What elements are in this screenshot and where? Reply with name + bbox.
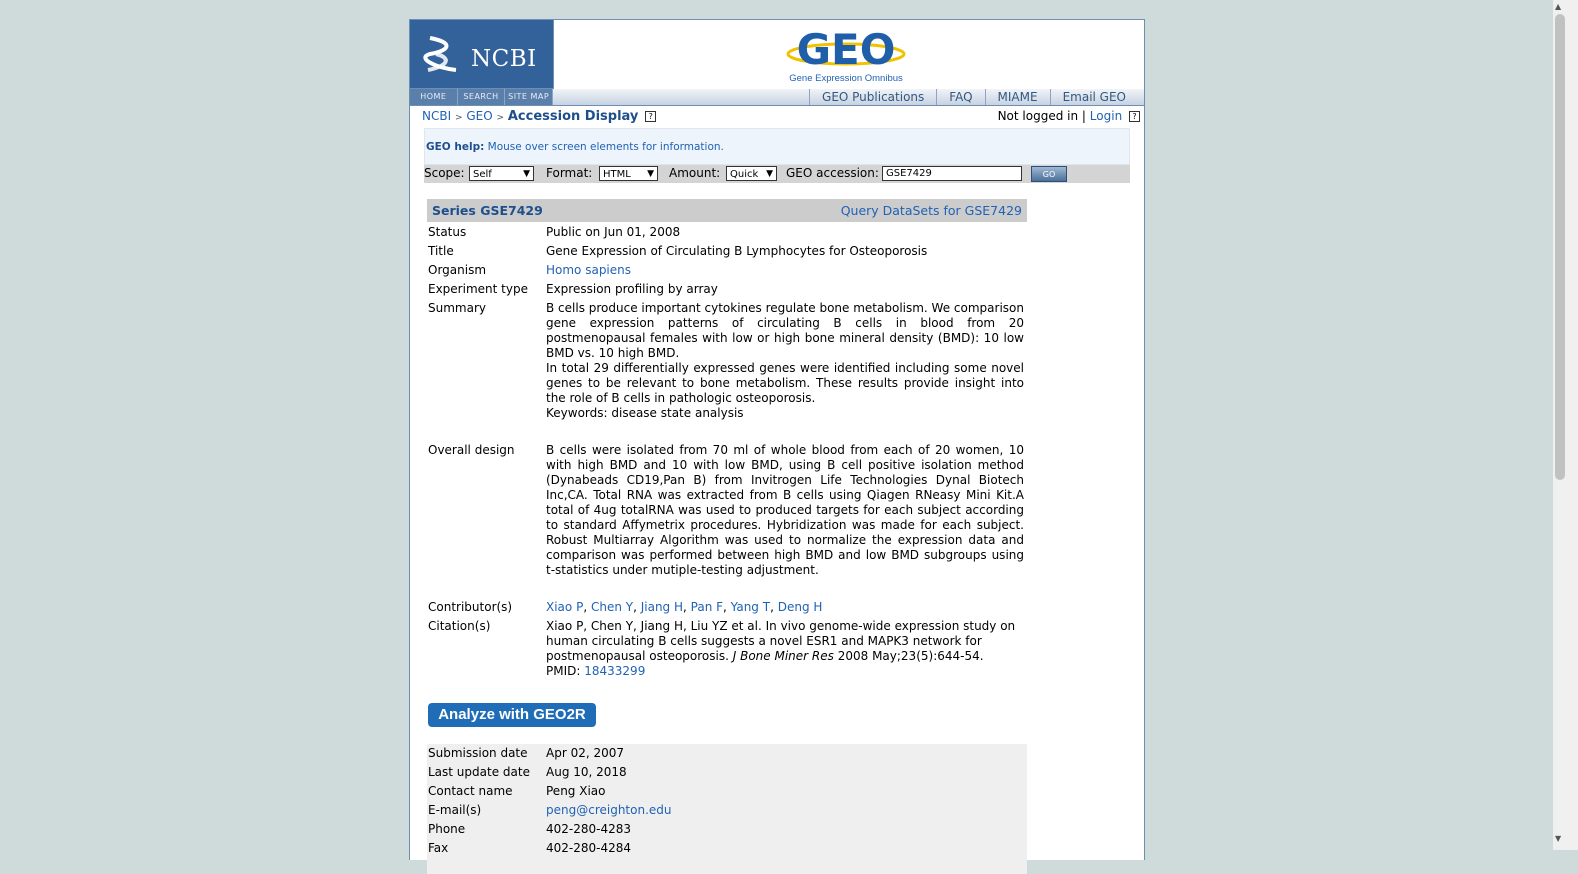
top-navbar bbox=[410, 89, 1144, 106]
nav-email-geo[interactable]: Email GEO bbox=[1050, 89, 1138, 105]
email-link[interactable]: peng@creighton.edu bbox=[546, 803, 672, 817]
field-label: Contributor(s) bbox=[428, 600, 513, 614]
geo-page bbox=[409, 19, 1145, 860]
go-button[interactable]: GO bbox=[1031, 166, 1067, 182]
ncbi-nav bbox=[410, 89, 553, 105]
geo-logo-text: GEO bbox=[796, 26, 896, 72]
citation-tail: 2008 May;23(5):644-54. bbox=[837, 649, 984, 663]
page-title: Accession Display bbox=[507, 109, 639, 124]
summary-keywords: Keywords: disease state analysis bbox=[546, 406, 744, 420]
scope-label: Scope: bbox=[424, 166, 465, 180]
breadcrumb-geo[interactable]: GEO bbox=[466, 109, 493, 123]
field-label: Contact name bbox=[428, 784, 513, 798]
field-label: Summary bbox=[428, 301, 486, 315]
help-icon[interactable]: ? bbox=[645, 111, 656, 122]
overall-design-value: B cells were isolated from 70 ml of whole blood from each of 20 women, 10 with high BMD and 10 with low BMD, using B cell positive isolation method (Dynabeads CD19,Pan B) from Invitrogen Life Technologies Dynal Biotech Inc,CA. Total RNA was extracted from B cells using Qiagen RNeasy Mini Kit.A total of 4ug totalRNA was used to produced targets for each subject according to standard Affymetrix procedures. Hybridization was made for each subject. Robust Multiarray Algorithm was used to normalize the expression data and comparison was performed between high BMD and low BMD subgroups using t-statistics under mutiple-testing adjustment. bbox=[546, 443, 1024, 577]
series-header bbox=[427, 199, 1027, 222]
geo-tagline: Gene Expression Omnibus bbox=[789, 73, 903, 84]
field-label: Citation(s) bbox=[428, 619, 491, 633]
breadcrumb-ncbi[interactable]: NCBI bbox=[422, 109, 452, 123]
login-status: Not logged in bbox=[997, 109, 1079, 123]
format-label: Format: bbox=[546, 166, 593, 180]
chevron-down-icon: ▼ bbox=[766, 169, 773, 179]
login-divider: | bbox=[1081, 109, 1086, 123]
breadcrumb-separator: > bbox=[454, 113, 463, 123]
citation-value bbox=[546, 619, 1026, 679]
scroll-down-icon[interactable]: ▼ bbox=[1555, 834, 1562, 843]
field-label: Status bbox=[428, 225, 467, 239]
login-link[interactable]: Login bbox=[1089, 109, 1123, 123]
nav-site-map[interactable]: SITE MAP bbox=[505, 89, 553, 105]
accession-label: GEO accession: bbox=[786, 166, 879, 180]
chevron-down-icon: ▼ bbox=[523, 169, 530, 179]
contributor-link[interactable]: Jiang H bbox=[640, 600, 684, 614]
contributor-separator: , bbox=[770, 600, 778, 614]
login-area bbox=[998, 109, 1140, 123]
field-label: Submission date bbox=[428, 746, 528, 760]
geo-logo-icon bbox=[782, 26, 910, 72]
ncbi-label: NCBI bbox=[471, 46, 537, 72]
field-label: Title bbox=[428, 244, 454, 258]
amount-label: Amount: bbox=[669, 166, 721, 180]
citation-journal: J Bone Miner Res bbox=[732, 649, 834, 663]
geo-nav bbox=[809, 89, 1138, 105]
scope-value: Self bbox=[473, 169, 492, 180]
summary-paragraph: In total 29 differentially expressed genes were identified including some novel genes to be relevant to bone metabolism. These results provide insight into the role of B cells in pathologic osteoporosis. bbox=[546, 361, 1024, 405]
field-label: Organism bbox=[428, 263, 487, 277]
nav-geo-publications[interactable]: GEO Publications bbox=[809, 89, 936, 105]
submission-date-value: Apr 02, 2007 bbox=[546, 746, 625, 760]
field-label: Fax bbox=[428, 841, 449, 855]
contributor-link[interactable]: Chen Y bbox=[590, 600, 634, 614]
field-label: E-mail(s) bbox=[428, 803, 482, 817]
amount-value: Quick bbox=[730, 169, 759, 180]
analyze-geo2r-button[interactable]: Analyze with GEO2R bbox=[428, 703, 596, 727]
help-text: Mouse over screen elements for information. bbox=[487, 141, 724, 153]
geo-logo[interactable] bbox=[782, 26, 910, 86]
amount-select[interactable] bbox=[726, 166, 777, 181]
contributor-link[interactable]: Xiao P bbox=[546, 600, 584, 614]
chevron-down-icon: ▼ bbox=[647, 169, 654, 179]
field-label: Phone bbox=[428, 822, 466, 836]
contributors-value bbox=[546, 600, 1024, 615]
help-icon[interactable]: ? bbox=[1129, 111, 1140, 122]
citation-text: Xiao P, Chen Y, Jiang H, Liu YZ et al. In vivo genome-wide expression study on human circulating B cells suggests a novel ESR1 and MAPK3 network for postmenopausal osteoporosis. bbox=[546, 619, 1016, 663]
contributor-link[interactable]: Yang T bbox=[730, 600, 771, 614]
nav-search[interactable]: SEARCH bbox=[458, 89, 506, 105]
accession-input[interactable]: GSE7429 bbox=[882, 166, 1022, 181]
contributor-separator: , bbox=[723, 600, 731, 614]
help-box bbox=[424, 128, 1130, 165]
summary-paragraph: B cells produce important cytokines regulate bone metabolism. We comparison gene expression patterns of circulating B cells in blood from 20 postmenopausal females with low or high bone mineral density (BMD): 10 low BMD vs. 10 high BMD. bbox=[546, 301, 1024, 360]
field-label: Experiment type bbox=[428, 282, 528, 296]
nav-miame[interactable]: MIAME bbox=[985, 89, 1050, 105]
scope-select[interactable] bbox=[469, 166, 534, 181]
dna-helix-icon bbox=[422, 34, 462, 76]
contributor-separator: , bbox=[583, 600, 591, 614]
summary-value bbox=[546, 301, 1024, 421]
format-select[interactable] bbox=[599, 166, 658, 181]
ncbi-logo[interactable] bbox=[410, 20, 554, 89]
scroll-up-icon[interactable]: ▲ bbox=[1555, 2, 1562, 11]
contributor-separator: , bbox=[633, 600, 641, 614]
query-toolbar bbox=[424, 165, 1130, 183]
help-label: GEO help: bbox=[426, 141, 485, 153]
status-value: Public on Jun 01, 2008 bbox=[546, 225, 681, 239]
query-datasets-link[interactable]: Query DataSets for GSE7429 bbox=[840, 203, 1022, 218]
nav-home[interactable]: HOME bbox=[410, 89, 458, 105]
scrollbar-thumb[interactable] bbox=[1555, 14, 1565, 480]
fax-value: 402-280-4284 bbox=[546, 841, 632, 855]
field-label: Overall design bbox=[428, 443, 515, 457]
last-update-value: Aug 10, 2018 bbox=[546, 765, 627, 779]
phone-value: 402-280-4283 bbox=[546, 822, 632, 836]
title-value: Gene Expression of Circulating B Lymphocytes for Osteoporosis bbox=[546, 244, 928, 258]
series-heading: Series GSE7429 bbox=[432, 203, 543, 218]
format-value: HTML bbox=[603, 169, 631, 180]
organism-link[interactable]: Homo sapiens bbox=[546, 263, 632, 277]
contributor-link[interactable]: Pan F bbox=[690, 600, 724, 614]
pmid-label: PMID: bbox=[546, 664, 581, 678]
nav-faq[interactable]: FAQ bbox=[936, 89, 984, 105]
breadcrumb bbox=[422, 109, 656, 124]
contributor-link[interactable]: Deng H bbox=[777, 600, 823, 614]
breadcrumb-separator: > bbox=[496, 113, 505, 123]
field-label: Last update date bbox=[428, 765, 530, 779]
contributor-separator: , bbox=[683, 600, 691, 614]
pmid-link[interactable]: 18433299 bbox=[584, 664, 646, 678]
contact-name-value: Peng Xiao bbox=[546, 784, 606, 798]
vertical-scrollbar[interactable] bbox=[1553, 0, 1578, 850]
experiment-type-value: Expression profiling by array bbox=[546, 282, 718, 296]
